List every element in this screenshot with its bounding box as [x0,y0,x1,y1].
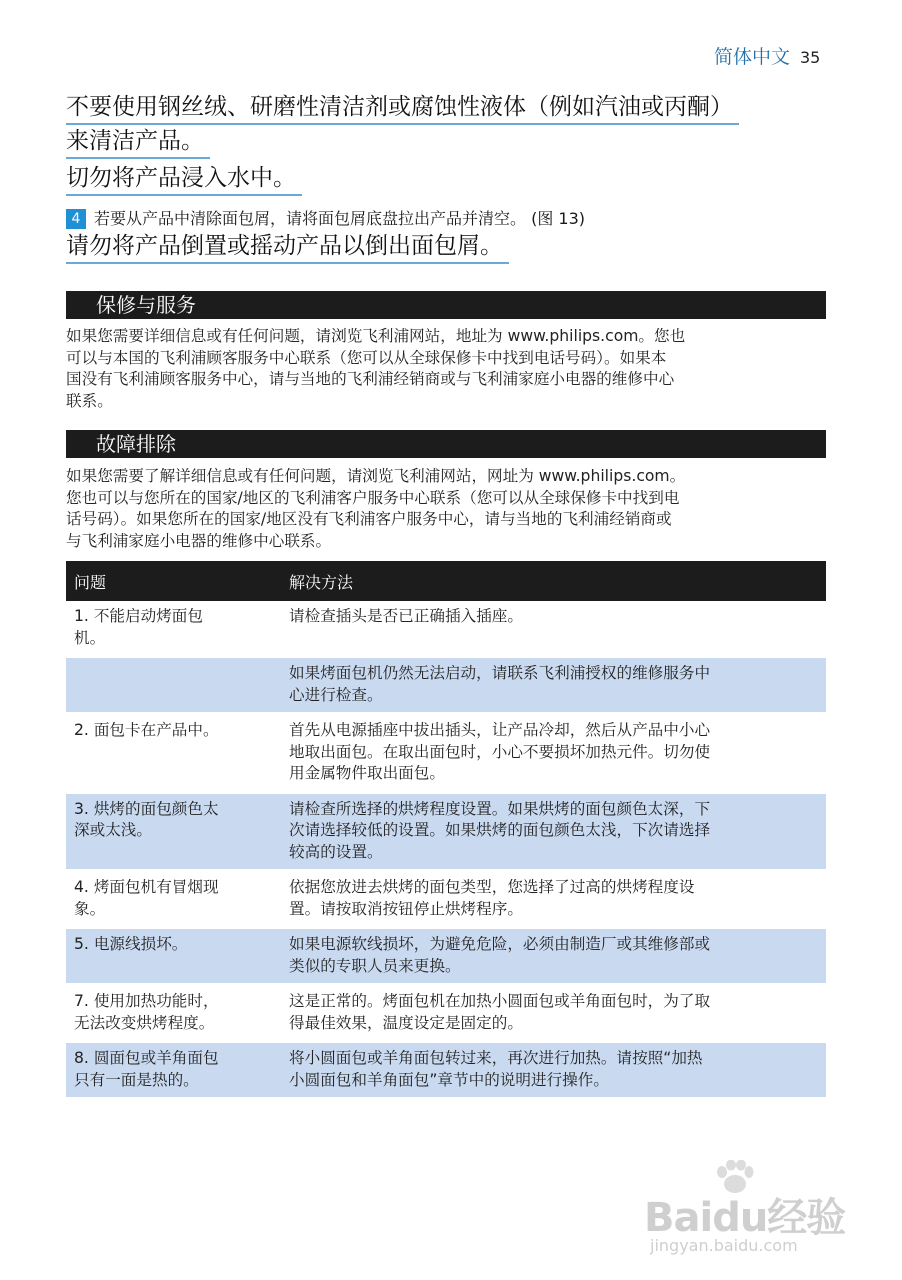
problem-cell [66,657,281,714]
cell-line: 3. 烘烤的面包颜色太 [74,799,219,818]
cell-line: 小圆面包和羊角面包”章节中的说明进行操作。 [289,1070,609,1089]
paragraph-line: 与飞利浦家庭小电器的维修中心联系。 [66,531,332,550]
service-paragraph [66,326,828,412]
paragraph-line: 国没有飞利浦顾客服务中心，请与当地的飞利浦经销商或与飞利浦家庭小电器的维修中心 [66,370,675,388]
cell-line: 请检查插头是否已正确插入插座。 [289,607,523,625]
cell-line: 如果烤面包机仍然无法启动，请联系飞利浦授权的维修服务中 [289,664,711,682]
cell-line: 请检查所选择的烘烤程度设置。如果烘烤的面包颜色太深，下 [289,799,711,818]
table-row [66,871,826,928]
cell-line: 得最佳效果，温度设定是固定的。 [289,1013,523,1032]
solution-cell [281,657,826,714]
problem-cell [66,985,281,1042]
table-body [66,601,826,1099]
cell-line: 如果电源软线损坏，为避免危险，必须由制造厂或其维修部或 [289,935,711,953]
cell-line: 1. 不能启动烤面包 [74,607,203,625]
column-header-solution: 解决方法 [281,561,826,601]
page-number: 35 [800,48,821,67]
watermark-logo: Baidu经验 [644,1195,846,1241]
paragraph-line: 话号码）。如果您所在的国家/地区没有飞利浦客户服务中心，请与当地的飞利浦经销商或 [66,510,672,528]
solution-cell [281,985,826,1042]
cell-line: 次请选择较低的设置。如果烘烤的面包颜色太浅，下次请选择 [289,821,711,839]
warning-line: 不要使用钢丝绒、研磨性清洁剂或腐蚀性液体（例如汽油或丙酮） [66,92,739,125]
cell-line: 象。 [74,899,106,918]
cell-line: 4. 烤面包机有冒烟现 [74,878,219,896]
paragraph-line: 如果您需要了解详细信息或有任何问题，请浏览飞利浦网站，网址为 www.philips.com。 [66,467,686,485]
cell-line: 2. 面包卡在产品中。 [74,721,219,739]
warning-line: 来清洁产品。 [66,126,210,159]
table-row [66,985,826,1042]
step-text: 若要从产品中清除面包屑，请将面包屑底盘拉出产品并清空。 (图 13) [94,209,586,228]
cell-line: 5. 电源线损坏。 [74,935,188,953]
cell-line: 无法改变烘烤程度。 [74,1013,215,1032]
table-header-row [66,561,826,601]
problem-cell [66,601,281,657]
paragraph-line: 您也可以与您所在的国家/地区的飞利浦客户服务中心联系（您可以从全球保修卡中找到电 [66,488,680,507]
warning-line: 请勿将产品倒置或摇动产品以倒出面包屑。 [66,231,509,264]
column-header-problem: 问题 [66,561,281,601]
cell-line: 8. 圆面包或羊角面包 [74,1049,219,1067]
solution-cell [281,871,826,928]
cell-line: 较高的设置。 [289,842,383,861]
cell-line: 这是正常的。烤面包机在加热小圆面包或羊角面包时，为了取 [289,992,711,1010]
cell-line: 机。 [74,628,106,647]
warning-crumbs [66,231,826,264]
table-row [66,1042,826,1099]
cell-line: 依据您放进去烘烤的面包类型，您选择了过高的烘烤程度设 [289,878,695,896]
solution-cell [281,714,826,793]
section-title-service: 保修与服务 [66,291,826,319]
cell-line: 心进行检查。 [289,685,383,704]
cell-line: 地取出面包。在取出面包时，小心不要损坏加热元件。切勿使 [289,742,711,761]
paragraph-line: 联系。 [66,391,113,410]
problem-cell [66,714,281,793]
cell-line: 将小圆面包或羊角面包转过来，再次进行加热。请按照“加热 [289,1049,703,1067]
cell-line: 首先从电源插座中拔出插头，让产品冷却，然后从产品中小心 [289,721,711,739]
solution-cell [281,601,826,657]
watermark-url: jingyan.baidu.com [650,1236,798,1255]
cell-line: 深或太浅。 [74,821,152,839]
warning-water [66,163,826,196]
troubleshooting-paragraph [66,466,828,552]
baidu-watermark [640,1160,860,1260]
cell-line: 用金属物件取出面包。 [289,764,445,782]
problem-cell [66,792,281,871]
problem-cell [66,928,281,985]
cell-line: 类似的专职人员来更换。 [289,956,461,975]
solution-cell [281,792,826,871]
table-row [66,928,826,985]
solution-cell [281,1042,826,1099]
section-title-troubleshooting: 故障排除 [66,430,826,458]
table-row [66,657,826,714]
header-language: 简体中文 [713,46,790,68]
troubleshooting-table [66,561,826,1100]
table-row [66,714,826,793]
table-row [66,792,826,871]
table-row [66,601,826,657]
solution-cell [281,928,826,985]
warning-line: 切勿将产品浸入水中。 [66,163,302,196]
paragraph-line: 可以与本国的飞利浦顾客服务中心联系（您可以从全球保修卡中找到电话号码）。如果本 [66,348,667,367]
step-4 [66,207,826,231]
cell-line: 7. 使用加热功能时， [74,992,219,1010]
cell-line: 只有一面是热的。 [74,1070,199,1089]
warning-cleaning [66,92,826,159]
problem-cell [66,1042,281,1099]
step-number-badge: 4 [66,209,86,229]
paragraph-line: 如果您需要详细信息或有任何问题，请浏览飞利浦网站，地址为 www.philips.com。您也 [66,327,686,345]
problem-cell [66,871,281,928]
cell-line: 置。请按取消按钮停止烘烤程序。 [289,899,523,918]
